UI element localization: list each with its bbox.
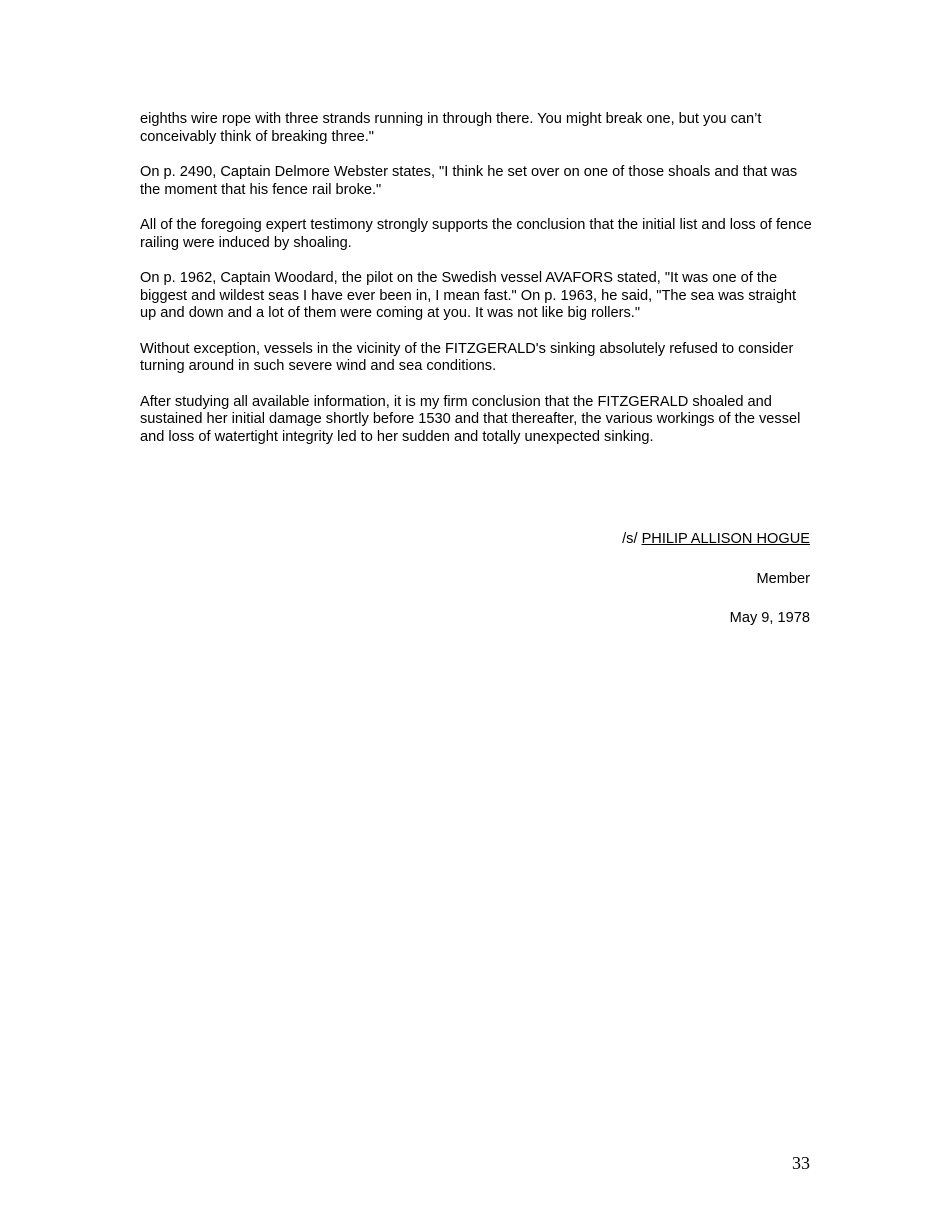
paragraph-4: On p. 1962, Captain Woodard, the pilot on the Swedish vessel AVAFORS stated, "It was one of the biggest and wildest seas I have ever been in, I mean fast." On p. 1963, he said, "The sea was straight up and down and a lot of them were coming at you. It was not like big rollers." xyxy=(140,269,797,322)
signature-block xyxy=(622,531,810,650)
paragraph-2: On p. 2490, Captain Delmore Webster states, "I think he set over on one of those shoals and that was the moment that his fence rail broke." xyxy=(140,163,798,198)
body-text xyxy=(140,111,816,464)
signatory-title: Member xyxy=(756,570,810,587)
signature-prefix: /s/ xyxy=(622,531,638,547)
paragraph-6: After studying all available information, it is my firm conclusion that the FITZGERALD shoaled and sustained her initial damage shortly before 1530 and that thereafter, the various workings of the vessel and loss of watertight integrity led to her sudden and totally unexpected sinking. xyxy=(140,393,801,445)
paragraph-3: All of the foregoing expert testimony strongly supports the conclusion that the initial list and loss of fence railing were induced by shoaling. xyxy=(140,216,812,251)
page-number: 33 xyxy=(792,1153,810,1173)
signature-date: May 9, 1978 xyxy=(729,610,810,627)
paragraph-1: eighths wire rope with three strands running in through there. You might break one, but you can’t conceivably think of breaking three." xyxy=(140,111,762,145)
paragraph-5: Without exception, vessels in the vicinity of the FITZGERALD's sinking absolutely refused to consider turning around in such severe wind and sea conditions. xyxy=(140,340,794,375)
signature-line xyxy=(622,531,810,549)
signatory-name: PHILIP ALLISON HOGUE xyxy=(641,531,810,547)
